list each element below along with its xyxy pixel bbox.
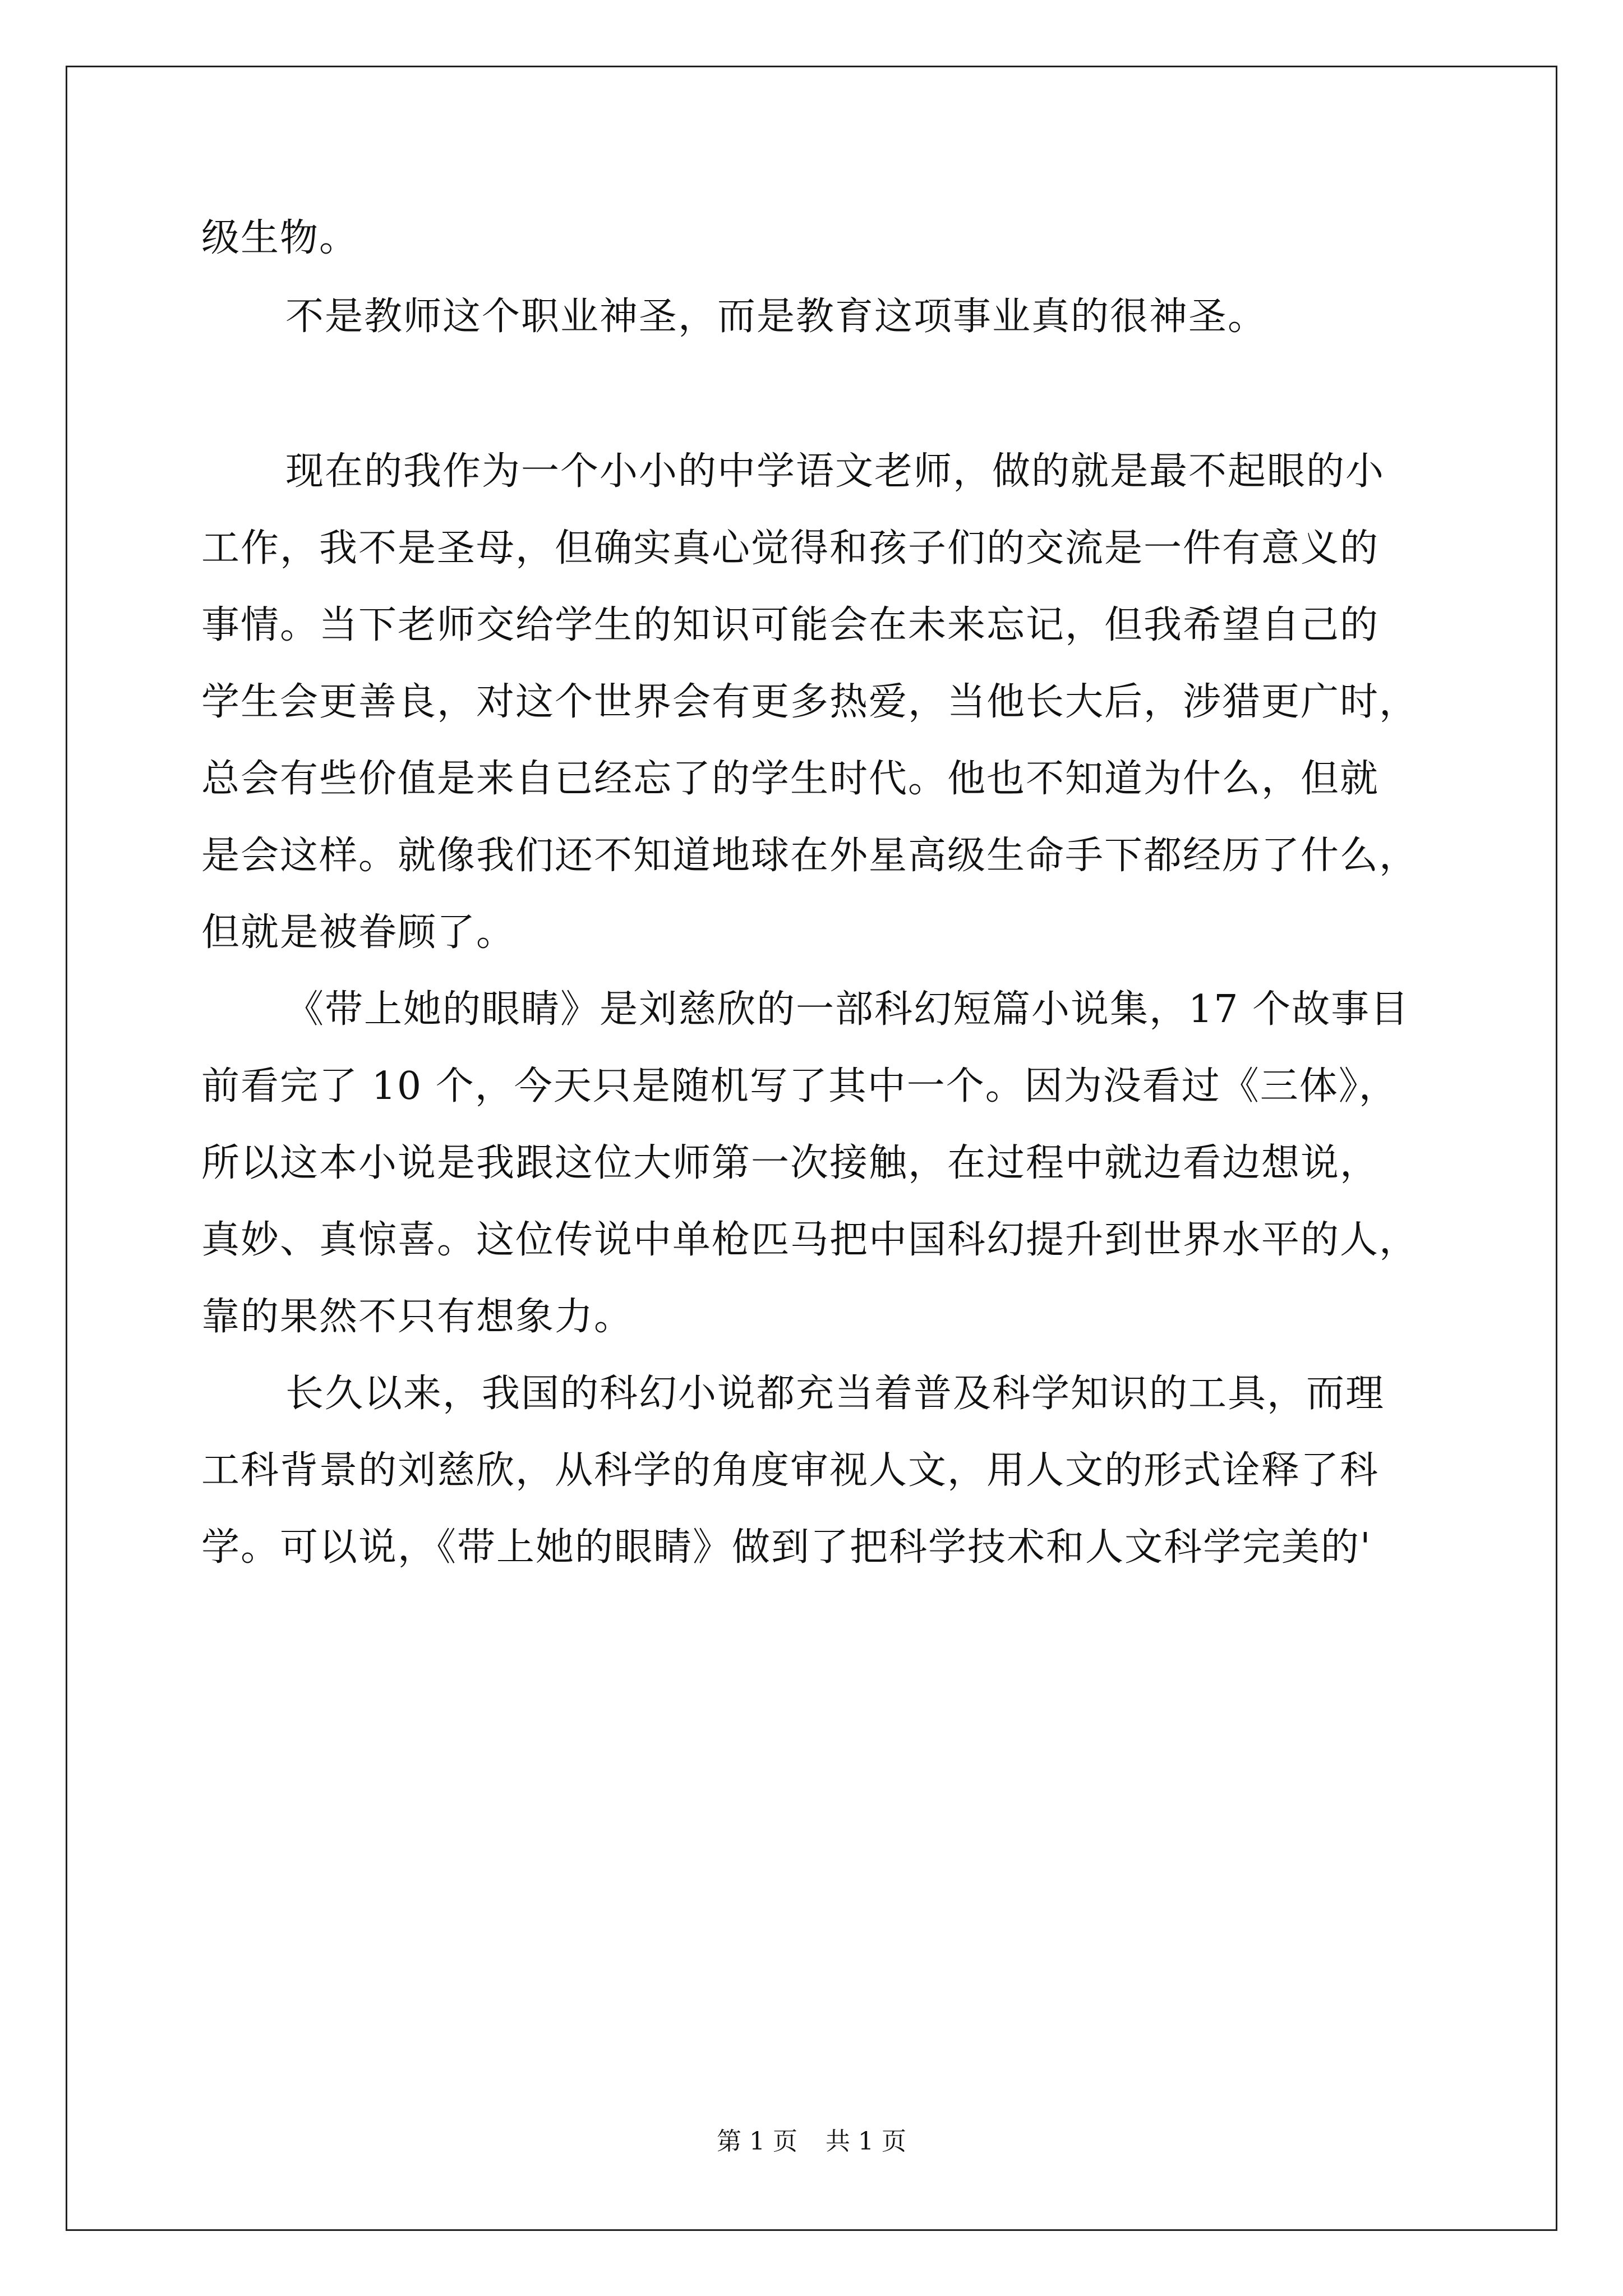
text-line: 事情。当下老师交给学生的知识可能会在未来忘记，但我希望自己的 bbox=[201, 603, 1380, 647]
page-total: 共 1 页 bbox=[826, 2127, 906, 2156]
text-line: 靠的果然不只有想象力。 bbox=[201, 1295, 634, 1339]
text-line: 工科背景的刘慈欣，从科学的角度审视人文，用人文的形式诠释了科 bbox=[201, 1448, 1380, 1493]
page-number: 第 1 页 bbox=[717, 2127, 797, 2156]
text-line: 但就是被眷顾了。 bbox=[201, 910, 516, 955]
text-line: 总会有些价值是来自已经忘了的学生时代。他也不知道为什么，但就 bbox=[201, 757, 1380, 801]
text-line: 学。可以说，《带上她的眼睛》做到了把科学技术和人文科学完美的' bbox=[201, 1525, 1372, 1570]
paragraph-first-line: 《带上她的眼睛》是刘慈欣的一部科幻短篇小说集，17 个故事目 bbox=[285, 987, 1410, 1032]
text-line: 是会这样。就像我们还不知道地球在外星高级生命手下都经历了什么， bbox=[201, 834, 1419, 878]
text-line: 所以这本小说是我跟这位大师第一次接触，在过程中就边看边想说， bbox=[201, 1141, 1380, 1185]
text-line: 级生物。 bbox=[201, 216, 359, 260]
text-line: 真妙、真惊喜。这位传说中单枪匹马把中国科幻提升到世界水平的人， bbox=[201, 1218, 1419, 1262]
page-footer bbox=[0, 2127, 1623, 2156]
paragraph-first-line: 现在的我作为一个小小的中学语文老师，做的就是最不起眼的小 bbox=[285, 449, 1385, 494]
text-line: 学生会更善良，对这个世界会有更多热爱，当他长大后，涉猎更广时， bbox=[201, 680, 1419, 724]
text-line: 前看完了 10 个，今天只是随机写了其中一个。因为没看过《三体》， bbox=[201, 1064, 1398, 1108]
text-line: 工作，我不是圣母，但确实真心觉得和孩子们的交流是一件有意义的 bbox=[201, 526, 1380, 570]
paragraph-first-line: 不是教师这个职业神圣，而是教育这项事业真的很神圣。 bbox=[285, 295, 1267, 339]
paragraph-first-line: 长久以来，我国的科幻小说都充当着普及科学知识的工具，而理 bbox=[285, 1372, 1385, 1416]
